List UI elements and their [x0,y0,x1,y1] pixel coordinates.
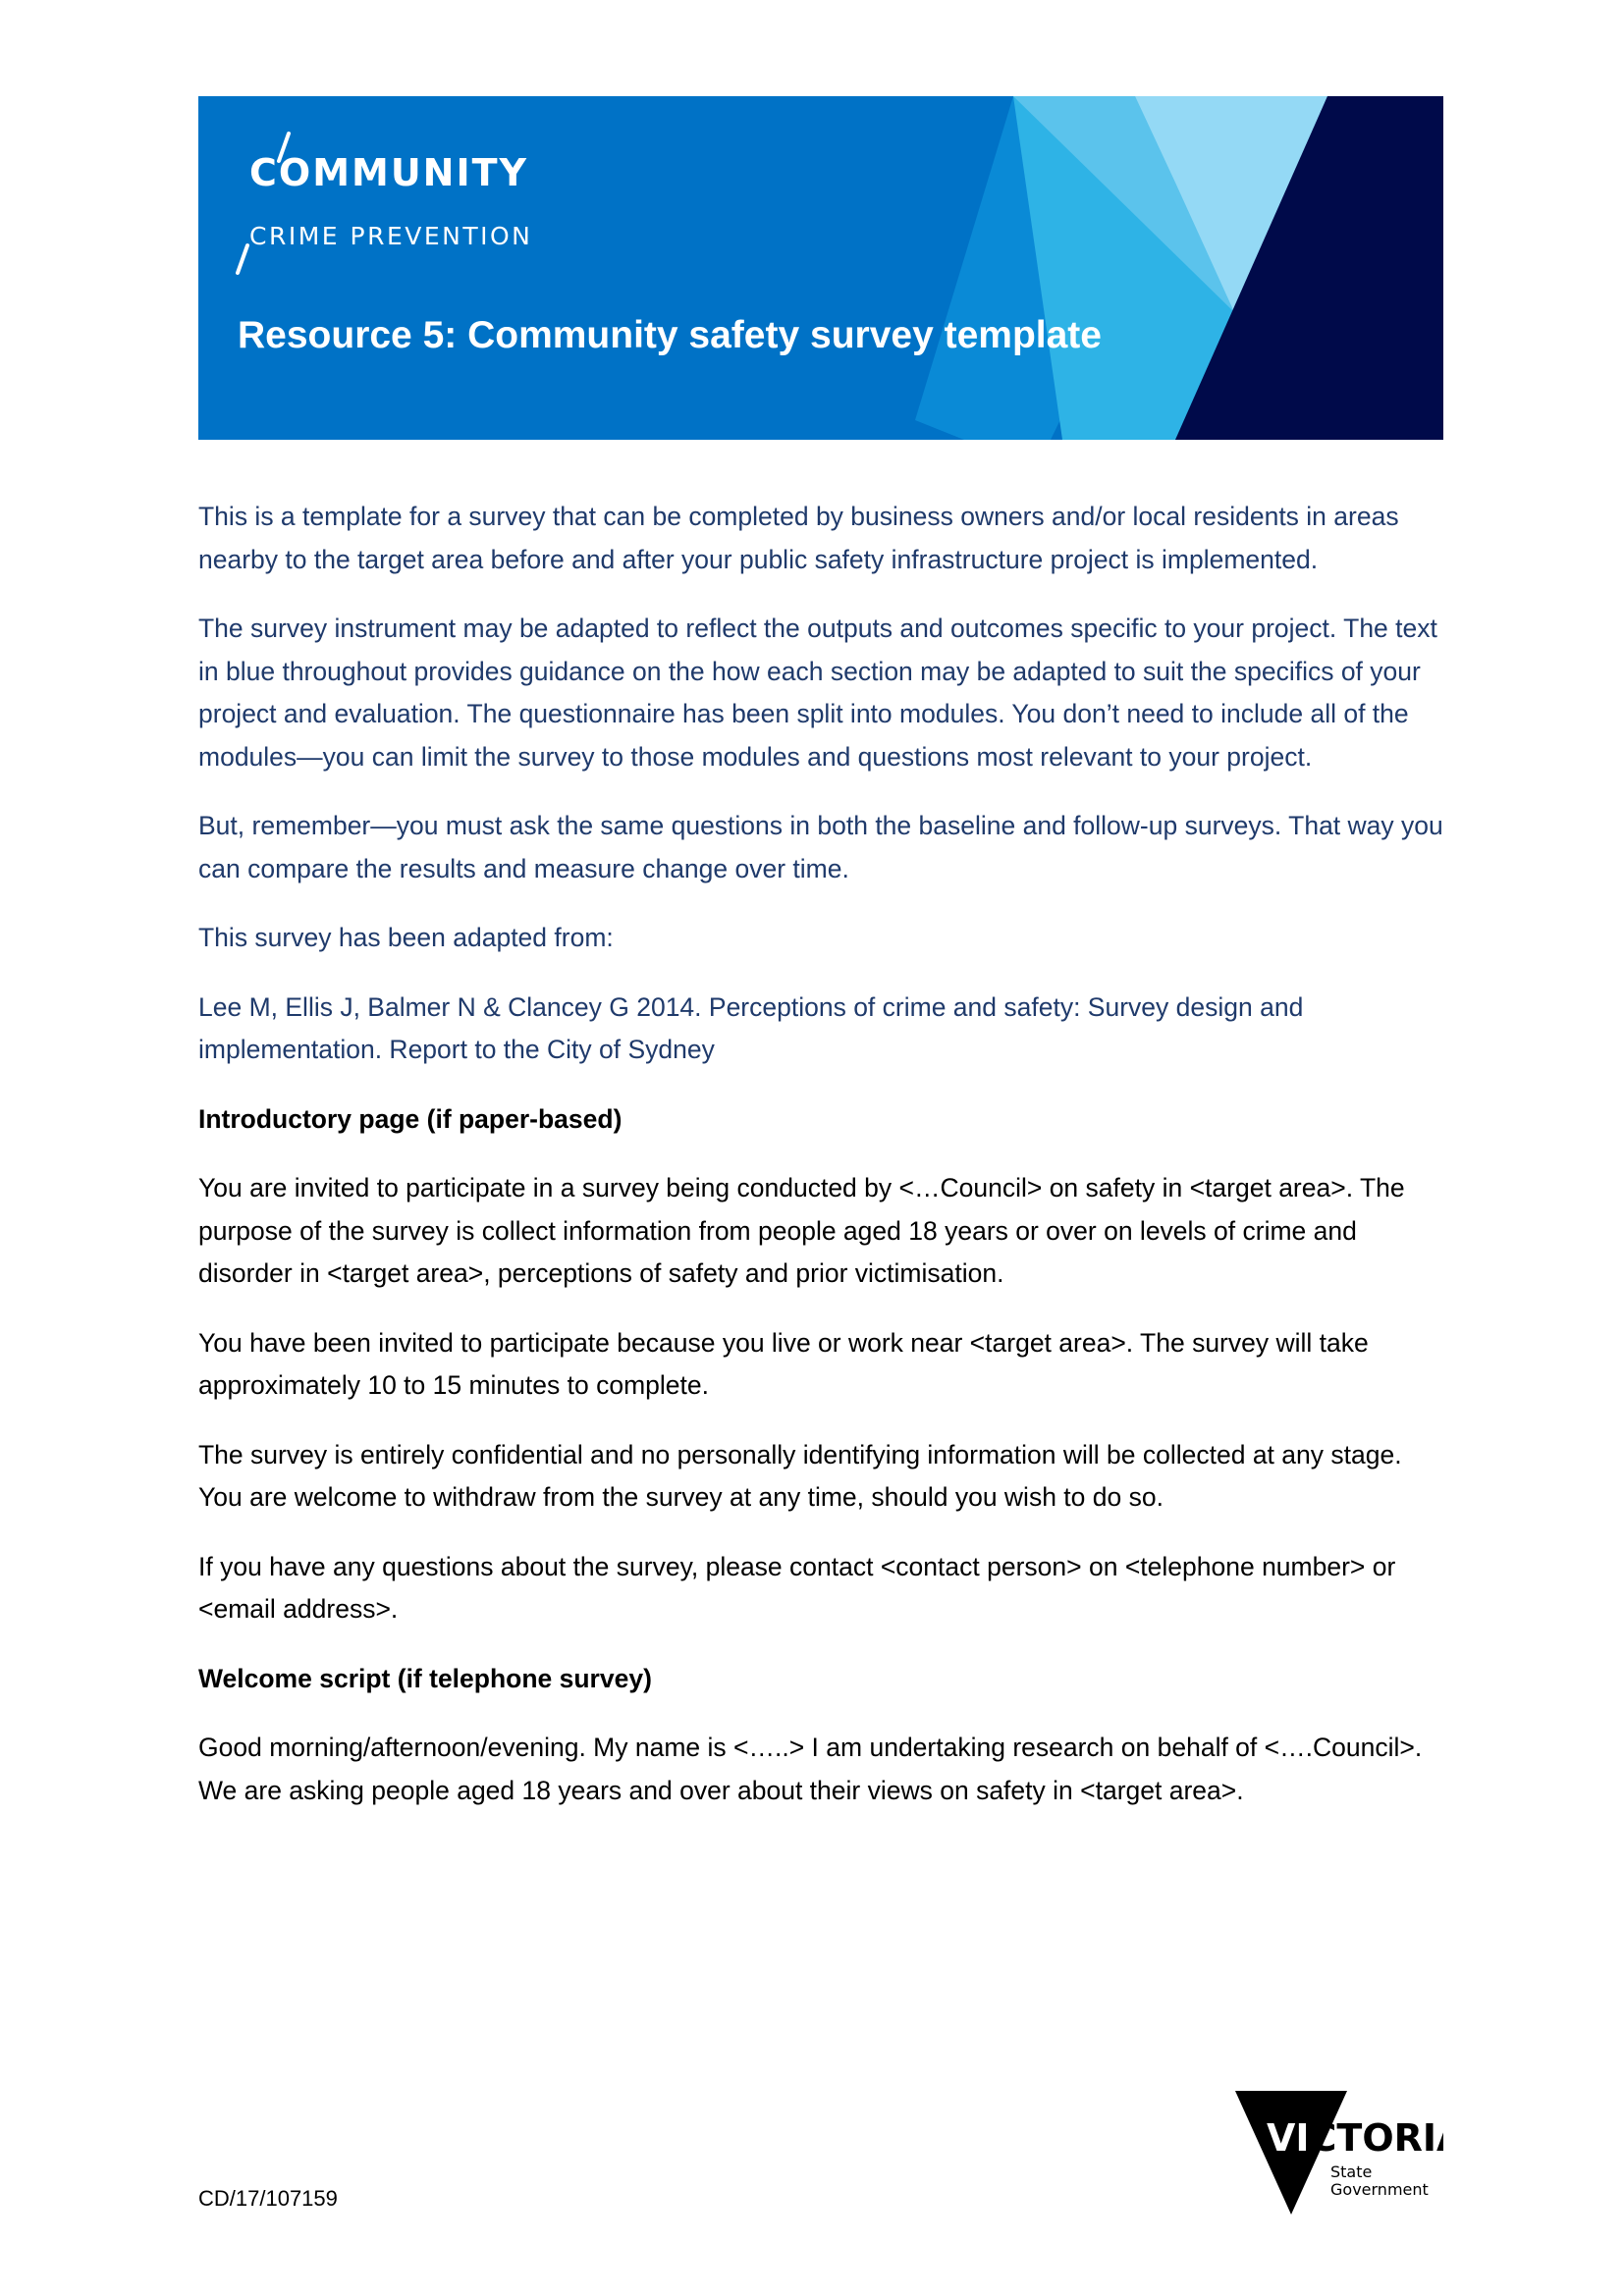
document-reference-code: CD/17/107159 [198,2186,338,2211]
intro-paragraph: If you have any questions about the survey, please contact <contact person> on <telephone number> or <email address>. [198,1551,1396,1624]
intro-heading: Introductory page (if paper-based) [198,1103,623,1134]
logo-text-crime-prevention: CRIME PREVENTION [249,222,533,250]
intro-paragraph: You have been invited to participate because you live or work near <target area>. The survey will take approximately 10 to 15 minutes to complete. [198,1327,1369,1400]
guidance-paragraph: But, remember—you must ask the same questions in both the baseline and follow-up surveys. That way you can compare the results and measure change over time. [198,811,1443,883]
guidance-paragraph: This is a template for a survey that can be completed by business owners and/or local residents in areas nearby to the target area before and after your public safety infrastructure project is implemented. [198,502,1399,574]
welcome-paragraph: Good morning/afternoon/evening. My name is <…..> I am undertaking research on behalf of <….Council>. We are asking people aged 18 years and over about their views on safety in <target area>. [198,1733,1423,1805]
victoria-logo-word: VICTORIA [1267,2116,1466,2160]
page-title: Resource 5: Community safety survey template [238,314,1102,356]
intro-paragraph: You are invited to participate in a survey being conducted by <…Council> on safety in <target area>. The purpose of the survey is collect information from people aged 18 years or over on levels of crime and disorder in <target area>, perceptions of safety and prior victimisation. [198,1173,1405,1288]
guidance-paragraph: The survey instrument may be adapted to reflect the outputs and outcomes specific to your project. The text in blue throughout provides guidance on the how each section may be adapted to suit the specifics of your project and evaluation. The questionnaire has been split into modules. You don’t need to include all of the modules—you can limit the survey to those modules and questions most relevant to your project. [198,614,1437,772]
victoria-logo-sub-state: State [1330,2163,1373,2181]
guidance-paragraph: This survey has been adapted from: [198,923,614,952]
document-body [198,496,1445,1839]
intro-paragraph: The survey is entirely confidential and no personally identifying information will be collected at any stage. You are welcome to withdraw from the survey at any time, should you wish to do so. [198,1439,1402,1512]
header-banner [198,96,1443,440]
victoria-logo-sub-government: Government [1330,2180,1429,2199]
logo-text-community: COMMUNITY [249,151,529,194]
reference-citation: Lee M, Ellis J, Balmer N & Clancey G 2014. Perceptions of crime and safety: Survey design and implementation. Report to the City of Sydney [198,991,1304,1064]
welcome-heading: Welcome script (if telephone survey) [198,1663,652,1693]
